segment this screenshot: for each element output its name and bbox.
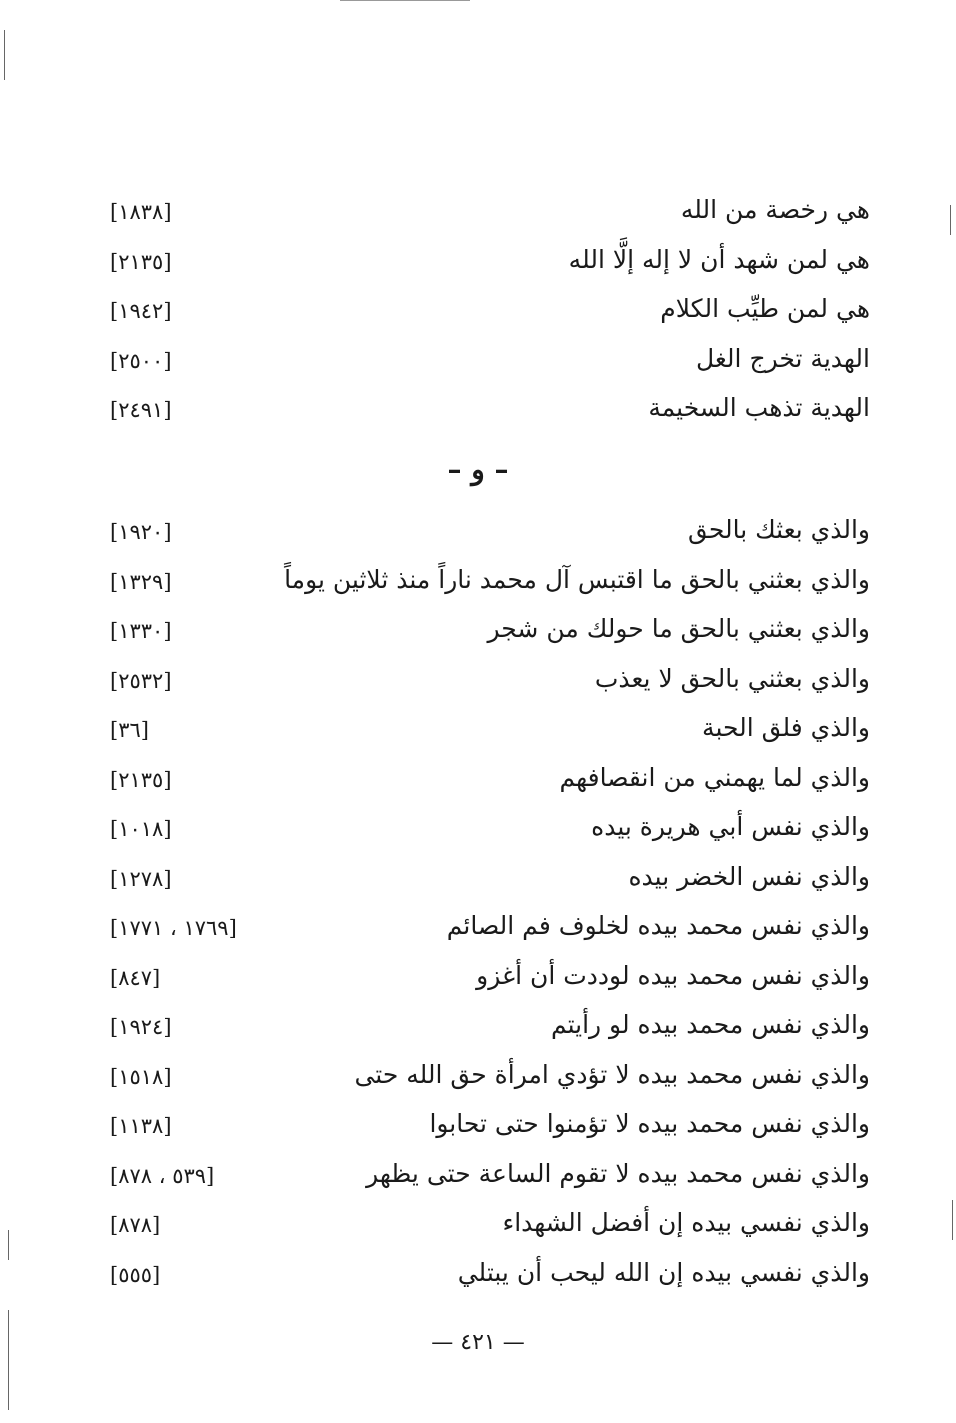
entry-text: والذي نفسي بيده إن أفضل الشهداء (502, 1208, 870, 1237)
index-entry (110, 1203, 870, 1253)
entry-reference: [٨٤٧] (110, 965, 161, 990)
index-entry (110, 388, 870, 438)
entry-reference: [١١٣٨] (110, 1114, 172, 1138)
entry-text: والذي فلق الحبة (702, 713, 870, 742)
index-entry (110, 807, 870, 857)
index-entry (110, 758, 870, 808)
index-section-ha (110, 190, 870, 438)
entry-reference: [١٧٦٩ ، ١٧٧١] (110, 916, 237, 940)
index-entry (110, 857, 870, 907)
entry-reference: [١٩٢٤] (110, 1015, 172, 1039)
index-entry (110, 956, 870, 1006)
entry-reference: [٢١٣٥] (110, 767, 172, 792)
entry-text: والذي بعثني بالحق ما اقتبس آل محمد ناراً منذ ثلاثين يوماً (284, 564, 870, 594)
entry-reference: [٣٦] (110, 718, 149, 742)
entry-reference: [٥٣٩ ، ٨٧٨] (110, 1163, 215, 1188)
entry-text: الهدية تخرج الغل (695, 343, 870, 373)
index-entry (110, 240, 870, 290)
index-entry (110, 1005, 870, 1055)
entry-text: والذي نفس الخضر بيده (628, 861, 870, 891)
index-entry (110, 339, 870, 389)
entry-reference: [١٩٤٢] (110, 299, 172, 323)
entry-text: والذي نفس أبي هريرة بيده (591, 812, 870, 841)
right-edge-mark (950, 205, 951, 235)
entry-text: والذي نفس محمد بيده لا تؤدي امرأة حق الله حتى (354, 1059, 870, 1089)
entry-text: والذي نفس محمد بيده لا تقوم الساعة حتى يظهر (366, 1158, 870, 1188)
page-number: — ٤٢١ — (431, 1330, 525, 1355)
index-entry (110, 560, 870, 610)
entry-text: هي رخصة من الله (680, 195, 870, 224)
entry-reference: [٢٥٠٠] (110, 348, 172, 373)
index-entry (110, 1104, 870, 1154)
section-letter-header: – و – (447, 453, 509, 486)
left-edge-mark (4, 30, 5, 80)
entry-text: والذي بعثك بالحق (687, 515, 870, 544)
entry-reference: [١٢٧٨] (110, 866, 172, 891)
entry-text: والذي لما يهمني من انقصافهم (559, 762, 870, 792)
index-entry (110, 708, 870, 758)
entry-text: هي لمن طيِّب الكلام (660, 294, 870, 323)
entry-text: والذي نفسي بيده إن الله ليحب أن يبتلي (457, 1257, 870, 1287)
left-edge-mark-lower (8, 1230, 9, 1260)
index-entry (110, 659, 870, 709)
index-entry (110, 1253, 870, 1303)
entry-text: هي لمن شهد أن لا إله إلَّا الله (568, 244, 870, 274)
index-entry (110, 289, 870, 339)
entry-reference: [٥٥٥] (110, 1262, 161, 1287)
entry-reference: [٢٤٩١] (110, 398, 172, 422)
index-section-waw (110, 510, 870, 1302)
entry-reference: [١٠١٨] (110, 817, 172, 841)
entry-reference: [٢٥٣٢] (110, 668, 172, 693)
entry-text: والذي نفس محمد بيده لوددت أن أغزو (476, 960, 870, 990)
top-rule (340, 0, 470, 1)
entry-reference: [١٩٢٠] (110, 520, 172, 544)
index-entry (110, 906, 870, 956)
index-entry (110, 190, 870, 240)
index-entry (110, 1055, 870, 1105)
entry-reference: [١٣٣٠] (110, 619, 172, 643)
entry-text: والذي نفس محمد بيده لخلوف فم الصائم (446, 911, 870, 940)
entry-reference: [١٨٣٨] (110, 200, 172, 224)
index-entry (110, 1154, 870, 1204)
entry-reference: [٨٧٨] (110, 1213, 161, 1237)
entry-text: والذي نفس محمد بيده لا تؤمنوا حتى تحابوا (429, 1109, 870, 1138)
index-entry (110, 609, 870, 659)
entry-text: والذي بعثني بالحق لا يعذب (594, 663, 870, 693)
entry-text: الهدية تذهب السخيمة (648, 393, 870, 422)
entry-text: والذي نفس محمد بيده لو رأيتم (550, 1010, 870, 1039)
entry-reference: [١٥١٨] (110, 1064, 172, 1089)
index-entry (110, 510, 870, 560)
entry-reference: [٢١٣٥] (110, 249, 172, 274)
entry-text: والذي بعثني بالحق ما حولك من شجر (487, 614, 870, 643)
entry-reference: [١٣٢٩] (110, 569, 172, 594)
right-edge-mark-lower (952, 1200, 953, 1240)
